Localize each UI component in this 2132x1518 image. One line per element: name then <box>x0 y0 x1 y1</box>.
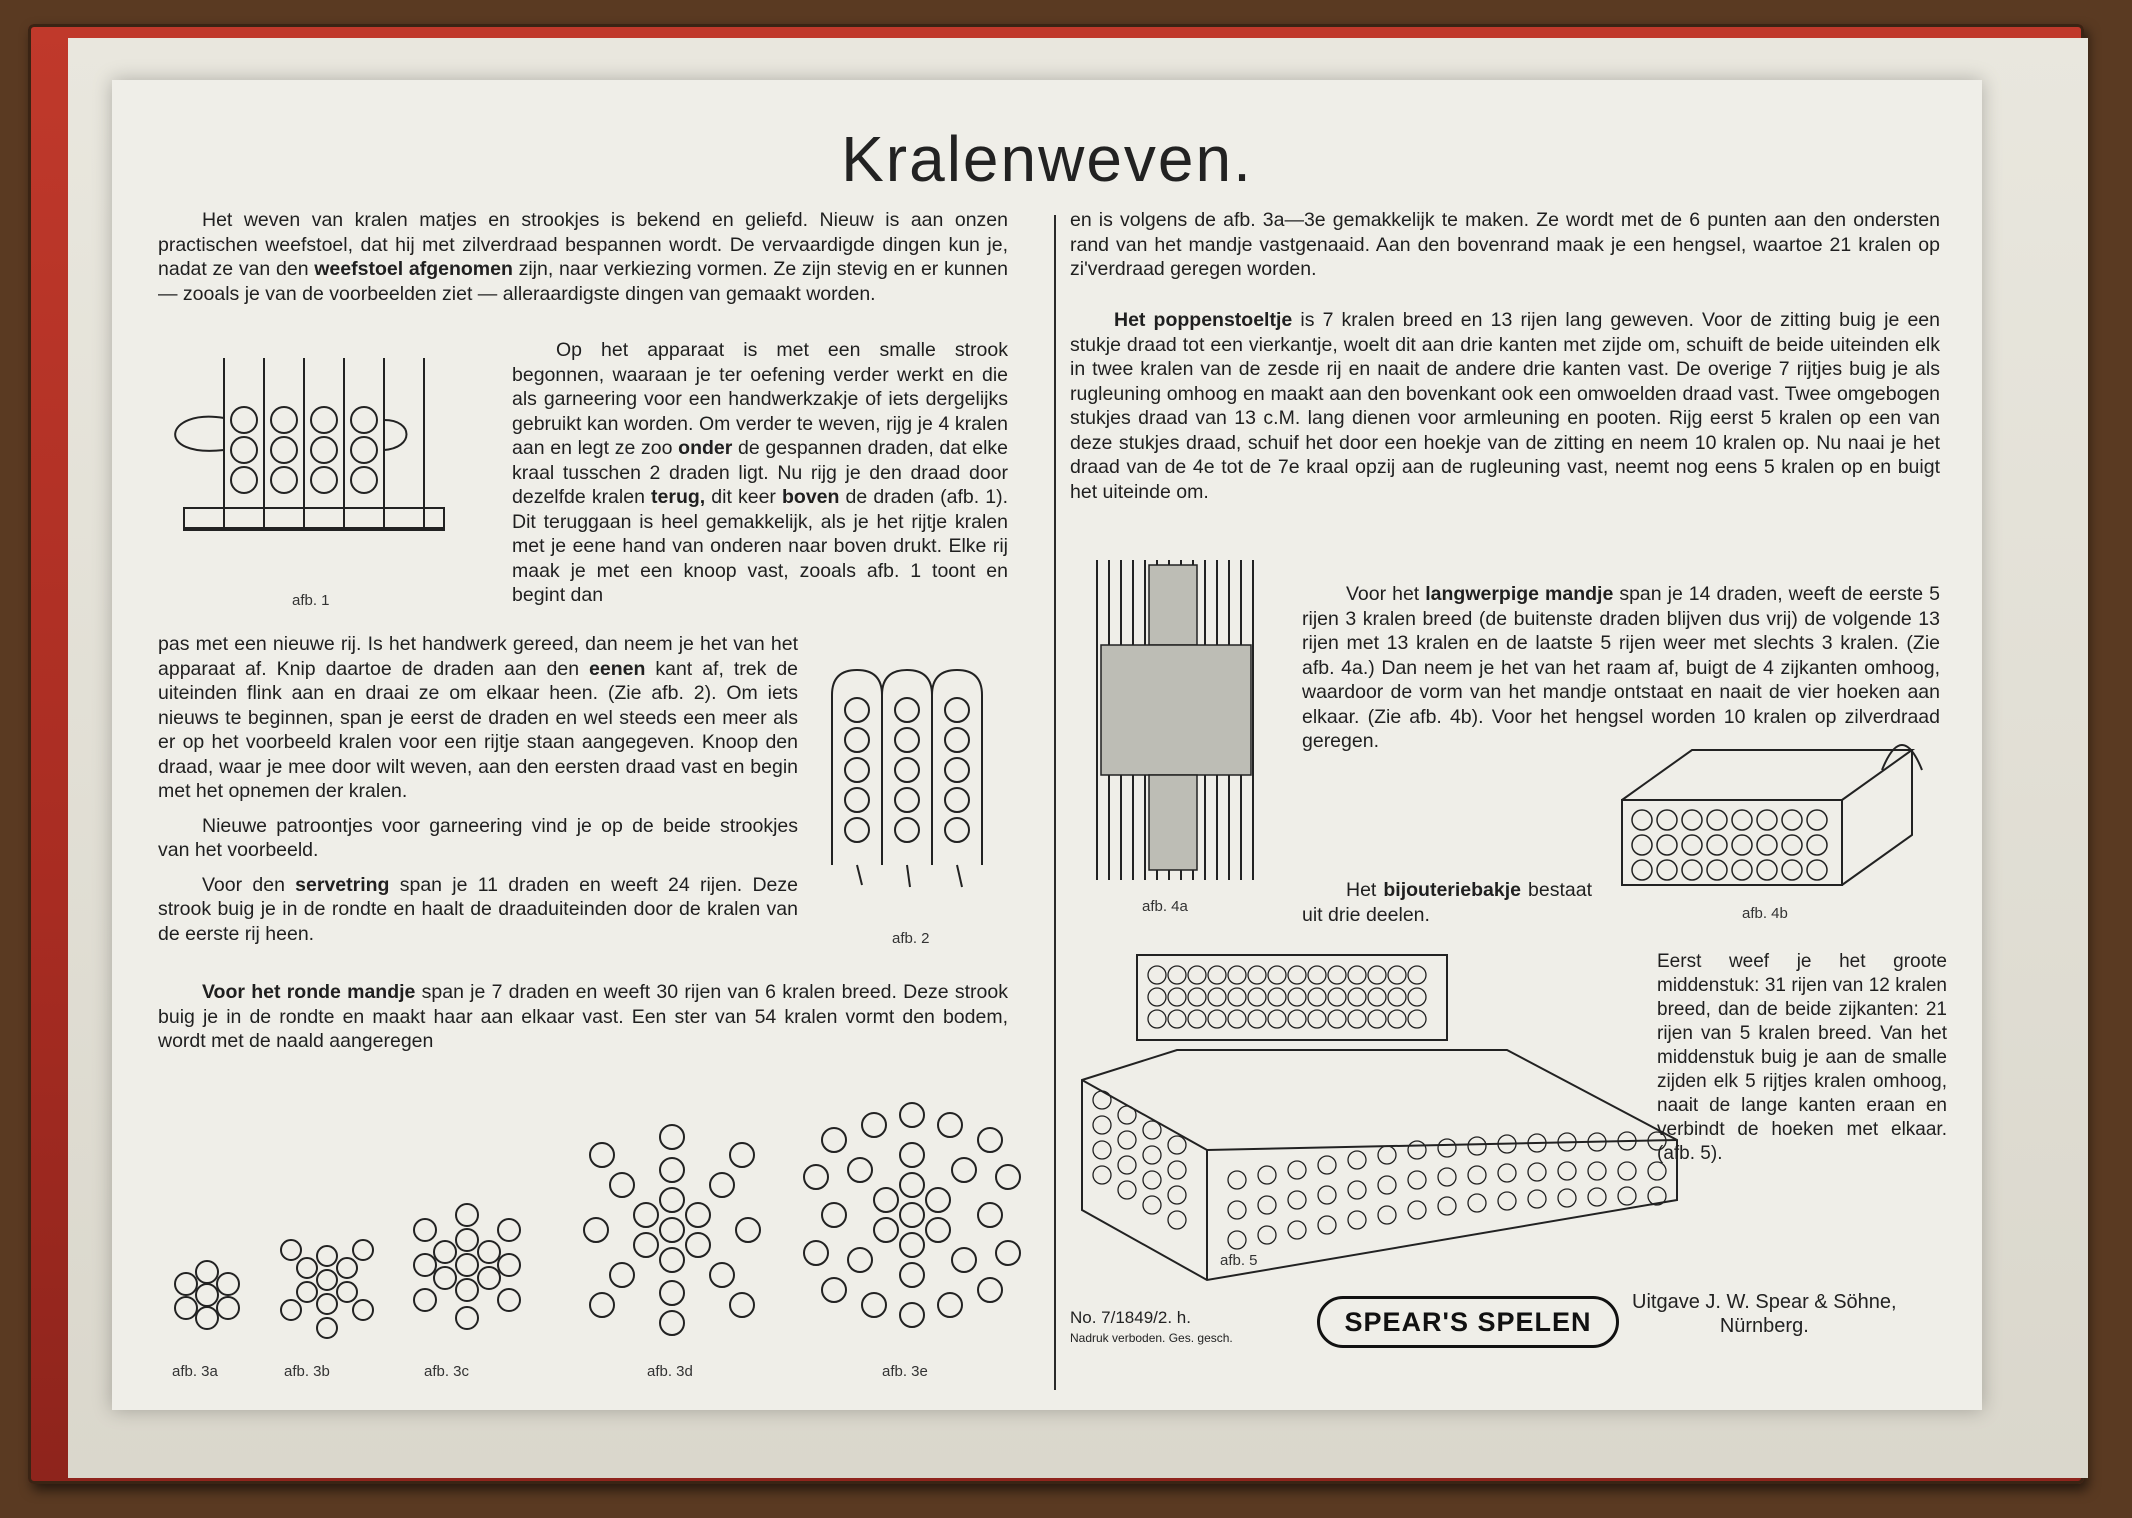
intro-text: Het weven van kralen matjes en strookjes is bekend en geliefd. Nieuw is aan onzen practischen weefstoel, dat hij met zilverdraad bespannen wordt. De vervaardigde dingen kun je, nadat ze van den <box>158 209 1008 280</box>
column-divider <box>1054 215 1056 1390</box>
caption-afb4a: afb. 4a <box>1142 898 1188 915</box>
figure-afb4b <box>1612 730 1942 900</box>
p5-text-b: span je 11 draden en weeft 24 rijen. Deze strook buig je in de rondte en haalt de draaduiteinden door de kralen van de eerste rij heen. <box>158 873 798 945</box>
right-p4-text-a: Het <box>1346 879 1384 901</box>
left-intro <box>158 208 1008 316</box>
intro-bold: weefstoel afgenomen <box>314 258 513 280</box>
p2-bold-onder: onder <box>678 437 733 459</box>
right-p5-text: Eerst weef je het groote middenstuk: 31 rijen van 12 kralen breed, dan de beide zijkanten: 21 rijen van 5 kralen breed. Van het middenstuk buig je aan de smalle zijden elk 5 rijtjes kralen omhoog, naait de lange kanten eraan en verbindt de hoeken met elkaar. (afb. 5). <box>1657 951 1947 1164</box>
caption-afb3e: afb. 3e <box>882 1363 928 1380</box>
caption-afb2: afb. 2 <box>892 930 930 947</box>
right-p2-bold: Het poppenstoeltje <box>1114 309 1293 331</box>
right-p3-text-b: span je 14 draden, weeft de eerste 5 rijen 3 kralen breed (de buitenste draden blijven dus vrij) de volgende 13 rijen met 13 kralen en de laatste 5 rijen weer met slechts 3 kralen. (Zie afb. 4a.) Dan neem je het van het raam af, buigt de 4 zijkanten omhoog, waardoor de vorm van het mandje ontstaat en naait de vier hoeken aan elkaar. (Zie afb. 4b). Voor het hengsel worden 10 kralen op zilverdraad geregen. <box>1302 583 1940 752</box>
figure-afb3d <box>572 1115 772 1345</box>
left-p3 <box>158 632 798 956</box>
right-p4 <box>1302 878 1592 937</box>
figure-afb3b <box>277 1220 377 1340</box>
left-p6 <box>158 980 1008 1064</box>
reprint-notice: Nadruk verboden. Ges. gesch. <box>1070 1331 1233 1345</box>
figure-afb3e <box>802 1085 1022 1345</box>
right-p5 <box>1657 950 1947 1176</box>
caption-afb1: afb. 1 <box>292 592 330 609</box>
right-p3-text-a: Voor het <box>1346 583 1426 605</box>
p3-text-a: pas met een nieuwe rij. Is het handwerk gereed, dan neem je het van het apparaat af. Knip daartoe de draden aan den <box>158 633 798 680</box>
caption-afb3b: afb. 3b <box>284 1363 330 1380</box>
figure-afb1 <box>164 358 464 558</box>
p6-bold-mandje: Voor het ronde mandje <box>202 981 416 1003</box>
left-p2 <box>512 338 1008 618</box>
p2-text-b: de gespannen draden, dat elke kraal tusschen 2 draden ligt. Nu rijg je den draad door dezelfde kralen <box>512 437 1008 508</box>
right-p1-text: en is volgens de afb. 3a—3e gemakkelijk te maken. Ze wordt met de 6 punten aan den ondersten rand van het mandje vastgenaaid. Aan den bovenrand maak je een hengsel, waartoe 21 kralen op zi'verdraad geregen worden. <box>1070 209 1940 280</box>
catalog-number: No. 7/1849/2. h. <box>1070 1308 1191 1327</box>
figure-afb3a <box>162 1250 252 1340</box>
figure-afb3c <box>397 1190 537 1340</box>
right-p2-text: is 7 kralen breed en 13 rijen lang geweven. Voor de zitting buig je een stukje draad tot een vierkantje, woelt dit aan drie kanten met zijde om, schuift de beide uiteinden elk in twee kralen van de zesde rij en naait de andere drie kanten vast. De overige 7 rijtjes buig je als rugleuning omhoog en maakt aan den bovenkant ook een omwoelden draad vast. Twee omgebogen stukjes draad van 13 c.M. lang dienen voor armleuning en pooten. Rijg eerst 5 kralen op een van deze stukjes draad, schuif het door een hoekje van de zitting en neem 10 kralen op. Nu naai je het draad van de 4e tot de 7e kraal opzij aan de rugleuning vast, neemt nog eens 5 kralen op en buigt het uiteinde om. <box>1070 309 1940 503</box>
p5-bold-servetring: servetring <box>295 873 390 896</box>
instruction-sheet <box>112 80 1982 1410</box>
p6-text: span je 7 draden en weeft 30 rijen van 6 kralen breed. Deze strook buig je in de rondte en maakt haar aan elkaar vast. Een ster van 54 kralen vormt den bodem, wordt met de naald aangeregen <box>158 981 1008 1052</box>
intro-end: zijn, naar verkiezing vormen. Ze zijn stevig en er kunnen — zooals je van de voorbeelden ziet — alleraardigste dingen van gemaakt worden. <box>158 258 1008 305</box>
right-p4-text-b: bestaat uit drie deelen. <box>1302 879 1592 926</box>
p2-bold-terug: terug, <box>651 486 706 508</box>
caption-afb5: afb. 5 <box>1220 1252 1258 1269</box>
p2-text-d: de draden (afb. 1). Dit teruggaan is heel gemakkelijk, als je het rijtje kralen met je eene hand van onderen naar boven drukt. Elke rij maak je met een knoop vast, zooals afb. 1 toont en begint dan <box>512 486 1009 606</box>
p2-text-c: dit keer <box>705 486 783 508</box>
p2-text-a: Op het apparaat is met een smalle strook begonnen, waaraan je ter oefening verder werkt en die als garneering voor een handwerkzakje of iets dergelijks gebruikt kan worden. Om verder te weven, rijg je 4 kralen aan en legt ze zoo <box>512 339 1008 459</box>
caption-afb3c: afb. 3c <box>424 1363 470 1380</box>
right-p3-bold: langwerpige mandje <box>1425 583 1614 605</box>
right-p4-bold: bijouteriebakje <box>1383 879 1521 901</box>
figure-afb5 <box>1077 950 1717 1290</box>
caption-afb3d: afb. 3d <box>647 1363 693 1380</box>
p5-text-a: Voor den <box>202 873 296 896</box>
p3-text-b: kant af, trek de uiteinden flink aan en draai ze om elkaar heen. (Zie afb. 2). Om iets nieuws te beginnen, span je eerst de draden en wel steeds een meer als er op het voorbeeld kralen voor een rijtje staan aangegeven. Knoop den draad, waar je mee door wilt weven, aan den eersten draad vast en begin met het opnemen der kralen. <box>158 657 799 802</box>
brand-logo: SPEAR'S SPELEN <box>1317 1296 1619 1348</box>
p2-bold-boven: boven <box>782 486 840 508</box>
footer-number <box>1070 1308 1233 1348</box>
caption-afb3a: afb. 3a <box>172 1363 218 1380</box>
page-title: Kralenweven. <box>841 123 1253 195</box>
figure-afb4a <box>1087 560 1267 890</box>
p3-bold-eenen: eenen <box>589 657 646 680</box>
publisher-line2: Nürnberg. <box>1719 1315 1809 1337</box>
right-p2 <box>1070 308 1940 514</box>
publisher <box>1632 1290 1897 1338</box>
caption-afb4b: afb. 4b <box>1742 905 1788 922</box>
figure-afb2 <box>822 665 1012 895</box>
publisher-line1: Uitgave J. W. Spear & Söhne, <box>1632 1291 1897 1313</box>
right-p1 <box>1070 208 1940 292</box>
p4: Nieuwe patroontjes voor garneering vind je op de beide strookjes van het voorbeeld. <box>158 814 798 861</box>
